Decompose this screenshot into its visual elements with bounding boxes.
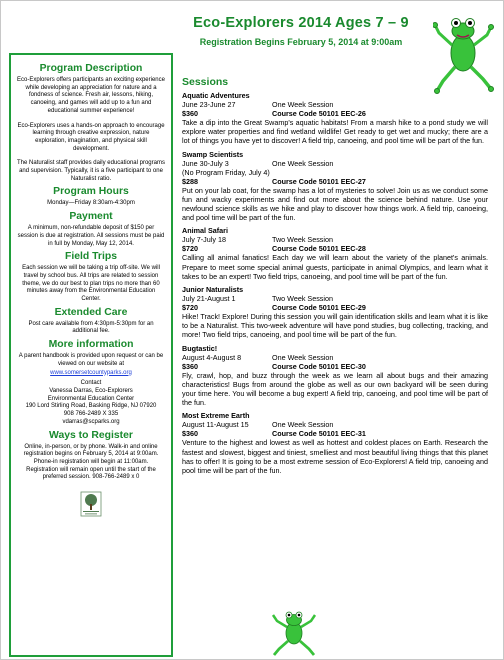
field-trips-text: Each session we will be taking a trip off-site. We will travel by school bus. All trips are related to session theme, we do our best to plan trips no more than 60 minutes away from the Environmental Education Center.	[22, 265, 160, 303]
frog-icon	[269, 605, 319, 657]
program-staff-text: The Naturalist staff provides daily educational programs and supervision. Typically, it is a five participant to one Naturalist ratio.	[17, 160, 165, 182]
extended-care-heading: Extended Care	[54, 306, 128, 318]
session-description: Put on your lab coat, for the swamp has a lot of mysteries to solve! Join us as we conduct some fun and wacky experiments and find out more about the science behind nature. Use your newfound science skills as we hike and play to discover how things work. A field trip, canoeing, and pool time will be part of the fun.	[182, 185, 488, 223]
session-course-code: Course Code 50101 EEC-27	[272, 176, 366, 186]
session-dates: August 4-August 8	[182, 352, 242, 362]
session-course-code: Course Code 50101 EEC-26	[272, 109, 366, 118]
session-length: One Week Session	[272, 158, 334, 168]
session-dates: July 7-July 18	[182, 235, 226, 245]
session-dates-row	[182, 420, 488, 429]
sidebar	[9, 53, 173, 657]
session-course-code: Course Code 50101 EEC-28	[272, 244, 366, 254]
sessions-section	[182, 76, 488, 479]
website-link[interactable]: www.somersetcountyparks.org	[50, 369, 132, 376]
session-dates: June 23-June 27	[182, 100, 236, 109]
header	[151, 15, 451, 47]
contact-address: 190 Lord Stirling Road, Basking Ridge, NJ 07920	[25, 403, 157, 410]
session-dates: July 21-August 1	[182, 294, 236, 304]
session-price-row	[182, 429, 488, 438]
session-price-row	[182, 109, 488, 118]
session-price: $360	[182, 429, 198, 439]
payment-heading: Payment	[69, 211, 113, 223]
session-description: Calling all animal fanatics! Each day we will learn about the variety of the planet's animals. Prepare to meet some special animal guests, participate in animal Olympics, and learn what it takes to be an expert! Two field trips, canoeing, and pool time will be part of the fun.	[182, 253, 488, 281]
session-course-code: Course Code 50101 EEC-29	[272, 303, 366, 313]
contact-phone: 908 766-2489 X 335	[63, 411, 119, 418]
session-block	[182, 91, 488, 146]
session-dates-row	[182, 159, 488, 168]
session-block	[182, 226, 488, 281]
session-price-row	[182, 244, 488, 253]
session-name: Aquatic Adventures	[182, 91, 250, 100]
session-price: $720	[182, 244, 198, 254]
session-description: Fly, crawl, hop, and buzz through the week as we learn all about bugs and their amazing characteristics! Bugs from around the globe as well as our own backyard will be seen during your time here. You will become a bug expert! A field trip, canoeing, and pool time will be part of the fun.	[182, 370, 488, 408]
payment-text: A minimum, non-refundable deposit of $150 per session is due at registration. All sessions must be paid in full by Monday, May 12, 2014.	[17, 225, 165, 247]
session-dates-row	[182, 353, 488, 362]
contact-org: Environmental Education Center	[47, 395, 135, 402]
session-dates: August 11-August 15	[182, 420, 249, 430]
extended-care-text: Post care available from 4:30pm-5:30pm for an additional fee.	[28, 320, 154, 335]
session-length: One Week Session	[272, 352, 334, 362]
contact-name: Vanessa Darras, Eco-Explorers	[49, 387, 133, 394]
contact-email: vdarras@scparks.org	[62, 418, 120, 425]
session-block	[182, 344, 488, 408]
session-dates-row	[182, 294, 488, 303]
session-price: $360	[182, 361, 198, 371]
program-hours-heading: Program Hours	[53, 186, 129, 198]
more-information-heading: More information	[48, 339, 134, 351]
session-block	[182, 285, 488, 340]
session-description: Venture to the highest and lowest as well as hottest and coldest places on Earth. Research the fastest and slowest, biggest and tiniest, smelliest and most beautiful living things that this planet has to offer! It is going to be a most extreme session of Eco-Explorers! A field trip, canoeing and pool time will be part of the fun.	[182, 438, 488, 476]
field-trips-heading: Field Trips	[65, 251, 117, 263]
session-name: Bugtastic!	[182, 343, 218, 353]
sessions-heading: Sessions	[182, 76, 229, 88]
session-price: $720	[182, 303, 198, 313]
registration-subtitle: Registration Begins February 5, 2014 at 9:00am	[199, 37, 403, 47]
session-note: (No Program Friday, July 4)	[182, 167, 270, 177]
sessions-list	[182, 91, 488, 475]
session-name: Swamp Scientists	[182, 149, 244, 159]
session-length: One Week Session	[272, 100, 334, 109]
session-description: Hike! Track! Explore! During this session you will gain identification skills and learn what it is like to be a Naturalist. This two-week adventure will have pond studies, bug collecting, tracking, and more! Two field trips, canoeing, and pool time will be part of the fun.	[182, 312, 488, 340]
session-course-code: Course Code 50101 EEC-31	[272, 429, 366, 439]
ways-to-register-heading: Ways to Register	[49, 429, 133, 441]
program-description-heading: Program Description	[39, 63, 143, 74]
session-name: Animal Safari	[182, 226, 228, 236]
program-hours-text: Monday—Friday 8:30am-4:30pm	[47, 200, 135, 207]
program-approach-text: Eco-Explorers uses a hands-on approach to encourage learning through creative expression, nature exploration, imagination, and physical skill development.	[17, 122, 165, 152]
session-price-row	[182, 362, 488, 371]
contact-label: Contact	[80, 380, 102, 387]
session-length: One Week Session	[272, 420, 334, 430]
session-price: $288	[182, 176, 198, 186]
session-dates: June 30-July 3	[182, 158, 229, 168]
session-dates-row	[182, 235, 488, 244]
session-name: Most Extreme Earth	[182, 411, 250, 421]
program-description-text: Eco-Explorers offers participants an exciting experience while developing an appreciation for nature and a fondness of science. Fresh air, lessons, hiking, canoeing, and games will add up to a fun and educational summer experience!	[17, 77, 165, 114]
session-block	[182, 150, 488, 223]
page-title: Eco-Explorers 2014 Ages 7 – 9	[193, 15, 409, 31]
session-price-row	[182, 177, 488, 186]
session-length: Two Week Session	[272, 294, 333, 304]
session-price: $360	[182, 109, 198, 118]
session-length: Two Week Session	[272, 235, 333, 245]
session-description: Take a dip into the Great Swamp's aquatic habitats! From a marsh hike to a pond study we will explore water properties and find wetland wildlife! Get ready to get wet and mucky; there are a lot of things you have yet to discover! A field trip, canoeing, and pool time will be part of the fun.	[182, 118, 488, 146]
session-dates-row	[182, 100, 488, 109]
session-price-row	[182, 303, 488, 312]
tree-logo-icon	[80, 491, 102, 517]
handbook-text: A parent handbook is provided upon request or can be viewed on our website at	[18, 353, 164, 367]
ways-to-register-text: Online, in-person, or by phone. Walk-in and online registration begins on February 5, 2014 at 9:00am. Phone-in registration will begin at 11:00am. Registration will remain open until the start of the preferred session. 908-766-2489 x 0	[23, 443, 159, 481]
session-course-code: Course Code 50101 EEC-30	[272, 361, 366, 371]
session-name: Junior Naturalists	[182, 285, 244, 295]
session-block	[182, 411, 488, 475]
